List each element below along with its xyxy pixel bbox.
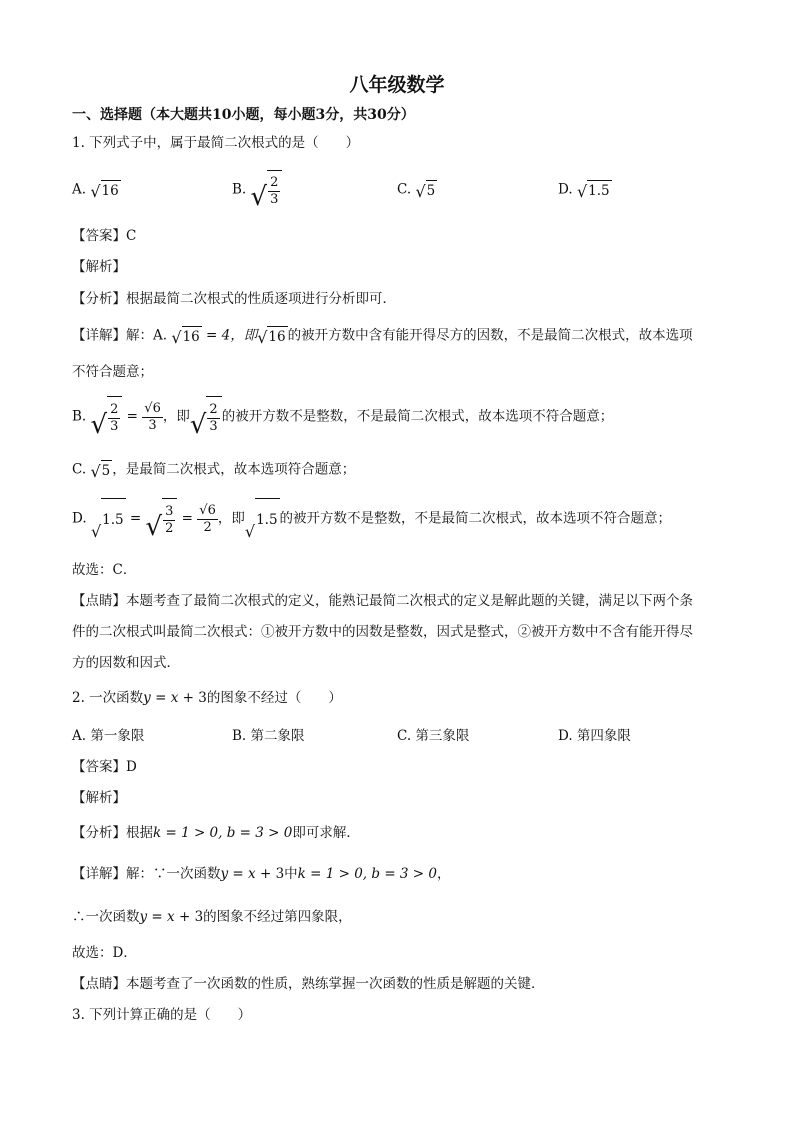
q1-choose: 故选：C． [72,562,137,578]
q1-detail-c [72,460,355,480]
q1-dianjing-2: 件的二次根式叫最简二次根式：①被开方数中的因数是整数，因式是整式，②被开方数中不含有能开得尽 [72,624,693,640]
var-y: y [143,690,151,706]
therefore-prefix: ∴一次函数 [72,909,140,925]
var-x: x [170,690,179,706]
var-y: y [220,866,229,882]
therefore-suffix: 的图象不经过第四象限， [203,909,352,925]
fraction-denominator: 3 [209,419,218,434]
q1-dianjing-1 [72,592,693,610]
q1-detail-d [72,498,671,540]
fraction-denominator: 2 [203,519,212,535]
sqrt-expression: √ 1.5 [245,498,280,540]
equals-sign: = [150,690,171,706]
dianjing-text: 本题考查了一次函数的性质，熟练掌握一次函数的性质是解题的关键． [126,976,545,992]
q1-analysis-tag: 【解析】 [72,259,126,275]
sqrt-expression: √ $\frac{2}{3}$ [91,396,123,438]
q2-option-d: D. 第四象限 [558,728,631,744]
answer-value: D [126,759,137,775]
option-label: B. [232,181,247,198]
q1-answer [72,227,136,245]
sqrt-expression: √ $\frac{2}{3}$ [251,170,283,210]
detail-connector: ，即 [162,408,190,425]
dianjing-tag: 【点睛】 [72,593,126,609]
fraction-denominator: 3 [270,192,279,207]
fenxi-text: 根据最简二次根式的性质逐项进行分析即可． [126,291,396,307]
radicand: 1.5 [255,498,279,540]
equals-sign: = [177,510,198,527]
answer-tag: 【答案】 [72,228,126,244]
detail-label: D. [72,510,87,527]
q1-stem: 1. 下列式子中，属于最简二次根式的是（ ） [72,135,360,151]
q1-detail-a [72,326,693,346]
radicand: 5 [426,180,438,200]
var-x: x [248,866,256,882]
radicand: 16 [101,180,121,200]
q2-option-a: A. 第一象限 [72,728,145,744]
fraction-numerator: 2 [110,402,119,417]
sqrt-expression: √ 16 [90,182,119,201]
sqrt-expression: √ $\frac{3}{2}$ [146,498,178,540]
plus-three: + 3 [255,866,285,882]
fenxi-tag: 【分析】 [72,825,126,841]
radicand: 16 [182,326,202,346]
xiangjie-tag: 【详解】 [72,327,126,344]
radicand: 5 [101,460,113,480]
q1-option-b [232,170,282,210]
fraction-numerator: √6 [199,502,216,518]
equals-sign: = [147,909,168,925]
section-heading: 一、选择题（本大题共10小题，每小题3分，共30分） [72,107,415,123]
sqrt-expression: √ 16 [171,328,200,347]
q1-fenxi [72,290,396,308]
q2-fenxi [72,824,360,842]
sqrt-expression: √ 1.5 [91,498,126,540]
plus-three: + 3 [178,690,207,706]
q1-option-c [397,180,437,200]
fenxi-tag: 【分析】 [72,291,126,307]
fraction-numerator: 2 [270,175,279,190]
detail-connector: 中 [284,866,298,882]
option-label: A. [72,181,87,198]
q1-detail-b [72,396,613,438]
q2-dianjing [72,975,545,993]
equals-sign: = [126,408,138,425]
q2-stem [72,689,342,707]
var-x: x [167,909,175,925]
sqrt-expression: √ 5 [90,462,111,481]
fraction-numerator: √6 [144,400,161,416]
q2-choose: 故选：D． [72,945,137,961]
fraction-denominator: 2 [165,521,174,536]
fraction-numerator: 2 [209,402,218,417]
q3-stem: 3. 下列计算正确的是（ ） [72,1007,252,1023]
detail-text: 的被开方数不是整数，不是最简二次根式，故本选项不符合题意； [279,510,672,527]
fraction-denominator: 3 [110,419,119,434]
fenxi-prefix: 根据 [126,825,153,841]
dianjing-tag: 【点睛】 [72,976,126,992]
detail-math: k = 1 > 0, b = 3 > 0 [297,866,437,882]
detail-label: B. [72,408,87,425]
page-title: 八年级数学 [349,74,445,96]
detail-text: 的被开方数中含有能开得尽方的因数，不是最简二次根式，故本选项 [287,327,693,344]
detail-prefix: 解：A. [126,327,168,344]
q2-analysis-tag: 【解析】 [72,790,126,806]
q2-detail [72,865,451,883]
q2-therefore [72,908,352,926]
radicand: 1.5 [587,180,611,200]
stem-suffix: 的图象不经过（ ） [206,690,342,706]
radicand: 16 [267,326,287,346]
stem-prefix: 2. 一次函数 [72,690,144,706]
q1-option-a [72,180,121,200]
detail-text: ，是最简二次根式，故本选项符合题意； [112,461,356,478]
detail-equation: = 4，即 [201,327,258,344]
option-label: D. [558,181,573,198]
dianjing-text: 本题考查了最简二次根式的定义，能熟记最简二次根式的定义是解此题的关键，满足以下两个条 [126,593,693,609]
q1-dianjing-3: 方的因数和因式． [72,655,180,671]
radicand: 1.5 [101,498,125,540]
fraction-numerator: 3 [165,504,174,519]
q2-answer [72,758,137,776]
fenxi-math: k = 1 > 0, b = 3 > 0 [153,825,293,841]
detail-text: 的被开方数不是整数，不是最简二次根式，故本选项不符合题意； [221,408,614,425]
q2-option-c: C. 第三象限 [397,728,470,744]
sqrt-expression: √ 1.5 [576,182,610,201]
sqrt-expression: √ 5 [415,182,436,201]
detail-label: C. [72,461,87,478]
q2-option-b: B. 第二象限 [232,728,305,744]
answer-tag: 【答案】 [72,759,126,775]
answer-value: C [126,228,137,244]
fraction-denominator: 3 [148,417,157,433]
q1-detail-a-cont: 不符合题意； [72,364,153,380]
plus-three: + 3 [174,909,204,925]
sqrt-expression: √ 16 [257,328,286,347]
xiangjie-tag: 【详解】 [72,866,126,882]
option-label: C. [397,181,412,198]
q1-option-d [558,180,612,200]
fenxi-suffix: 即可求解． [292,825,360,841]
detail-connector: ，即 [217,510,245,527]
equals-sign: = [228,866,249,882]
var-y: y [139,909,148,925]
sqrt-expression: √ $\frac{2}{3}$ [190,396,222,438]
detail-prefix: 解：∵一次函数 [126,866,221,882]
equals-sign: = [125,510,146,527]
detail-suffix: ， [437,866,451,882]
